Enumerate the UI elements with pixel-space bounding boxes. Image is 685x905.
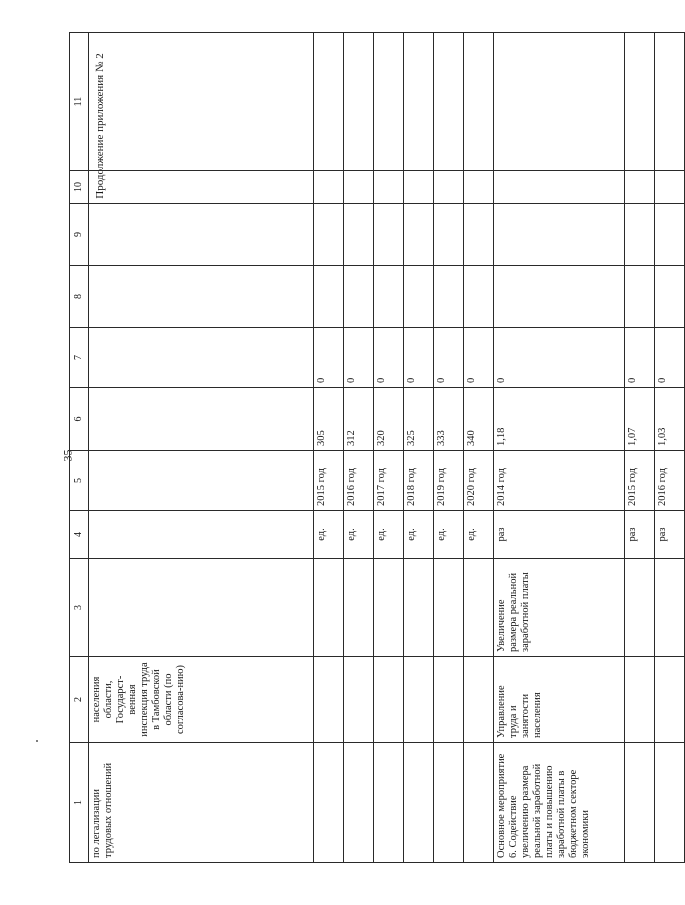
table-cell: ед.: [434, 511, 464, 559]
column-number: 4: [70, 511, 89, 559]
table-cell: [434, 171, 464, 204]
table-cell: [404, 171, 434, 204]
table-cell: 2016 год: [344, 451, 374, 511]
table-cell: 0: [625, 328, 655, 388]
table-cell: [89, 266, 314, 328]
table-cell: [464, 657, 494, 743]
table-row: [494, 33, 625, 863]
column-number: 10: [70, 171, 89, 204]
table-cell: раз: [655, 511, 685, 559]
table-cell: [89, 204, 314, 266]
table-cell: 2017 год: [374, 451, 404, 511]
table-cell: [494, 171, 625, 204]
table-cell: [625, 171, 655, 204]
table-cell: 2020 год: [464, 451, 494, 511]
table-cell: [404, 33, 434, 171]
column-number: 8: [70, 266, 89, 328]
table-cell: [434, 559, 464, 657]
table-cell: 0: [464, 328, 494, 388]
table-cell: [494, 33, 625, 171]
table-cell: [404, 266, 434, 328]
table-row: [464, 33, 494, 863]
table-cell: [374, 33, 404, 171]
table-cell: [464, 559, 494, 657]
table-cell: [625, 204, 655, 266]
table-cell: ед.: [404, 511, 434, 559]
table-cell: [89, 559, 314, 657]
table-cell: [314, 743, 344, 863]
table-cell: 312: [344, 388, 374, 451]
table-cell: [374, 559, 404, 657]
table-cell: [494, 204, 625, 266]
table-cell: 2015 год: [625, 451, 655, 511]
table-cell: [655, 33, 685, 171]
table-cell: [404, 743, 434, 863]
table-cell: [434, 657, 464, 743]
table-row: [404, 33, 434, 863]
column-number: 2: [70, 657, 89, 743]
table-cell: [655, 266, 685, 328]
column-number: 5: [70, 451, 89, 511]
table-cell: [89, 388, 314, 451]
table-cell: раз: [494, 511, 625, 559]
table-cell: [625, 657, 655, 743]
table-cell: [344, 559, 374, 657]
table-row: [625, 33, 655, 863]
table-cell: 0: [434, 328, 464, 388]
table-row: [89, 33, 314, 863]
table-cell: 1,18: [494, 388, 625, 451]
table-cell: [464, 171, 494, 204]
indicators-table: [69, 32, 685, 863]
table-cell: [625, 559, 655, 657]
table-cell: 2014 год: [494, 451, 625, 511]
table-cell: [655, 657, 685, 743]
table-cell: [655, 743, 685, 863]
table-cell: 305: [314, 388, 344, 451]
table-cell: 0: [655, 328, 685, 388]
table-cell: 0: [314, 328, 344, 388]
table-cell: 333: [434, 388, 464, 451]
table-cell: [494, 266, 625, 328]
table-cell: [374, 171, 404, 204]
table-cell: ед.: [314, 511, 344, 559]
table-cell: [434, 266, 464, 328]
table-cell: [404, 657, 434, 743]
page-number: 35: [60, 449, 75, 462]
column-number: 7: [70, 328, 89, 388]
table-cell: 2018 год: [404, 451, 434, 511]
table-row: [434, 33, 464, 863]
table-cell: [89, 171, 314, 204]
table-cell: Основное мероприятие 6. Содействие увеличению размера реальной заработной платы и повышению заработной платы в бюджетном секторе экономики: [494, 743, 625, 863]
table-cell: [344, 266, 374, 328]
table-cell: [314, 33, 344, 171]
table-cell: 1,07: [625, 388, 655, 451]
table-frame: [69, 33, 668, 863]
column-number: 3: [70, 559, 89, 657]
table-cell: [625, 33, 655, 171]
table-row: [314, 33, 344, 863]
table-cell: [89, 451, 314, 511]
table-cell: [314, 204, 344, 266]
table-row: [374, 33, 404, 863]
table-cell: ед.: [344, 511, 374, 559]
table-cell: 2019 год: [434, 451, 464, 511]
table-cell: [464, 204, 494, 266]
table-row: [344, 33, 374, 863]
appendix-continuation-note: Продолжение приложения № 2: [94, 53, 106, 199]
table-cell: ед.: [464, 511, 494, 559]
table-cell: Управление труда и занятости населения: [494, 657, 625, 743]
table-cell: [404, 559, 434, 657]
table-cell: 320: [374, 388, 404, 451]
table-cell: [374, 204, 404, 266]
table-cell: по легализации трудовых отношений: [89, 743, 314, 863]
column-number: 6: [70, 388, 89, 451]
column-number-row: [70, 33, 89, 863]
table-cell: [344, 743, 374, 863]
table-cell: [625, 266, 655, 328]
table-cell: [464, 33, 494, 171]
column-number: 11: [70, 33, 89, 171]
table-cell: [655, 171, 685, 204]
table-cell: [434, 743, 464, 863]
table-cell: [434, 33, 464, 171]
scan-speck: [36, 740, 38, 742]
column-number: 1: [70, 743, 89, 863]
table-cell: ед.: [374, 511, 404, 559]
table-cell: [344, 33, 374, 171]
table-cell: [314, 171, 344, 204]
table-cell: 0: [344, 328, 374, 388]
table-cell: населения области, Государст-венная инспекция труда в Тамбовской области (по согласова-нию): [89, 657, 314, 743]
table-cell: 2015 год: [314, 451, 344, 511]
table-cell: [314, 559, 344, 657]
table-cell: 340: [464, 388, 494, 451]
table-cell: [89, 33, 314, 171]
table-cell: [89, 511, 314, 559]
table-cell: [374, 657, 404, 743]
table-cell: [344, 657, 374, 743]
table-cell: 1,03: [655, 388, 685, 451]
table-cell: [655, 204, 685, 266]
table-cell: 325: [404, 388, 434, 451]
table-row: [655, 33, 685, 863]
column-number: 9: [70, 204, 89, 266]
rotated-table-container: [69, 33, 668, 863]
table-cell: [374, 743, 404, 863]
table-cell: [374, 266, 404, 328]
table-cell: 0: [404, 328, 434, 388]
table-cell: [344, 171, 374, 204]
table-cell: [464, 266, 494, 328]
table-cell: [434, 204, 464, 266]
table-cell: [655, 559, 685, 657]
table-cell: [625, 743, 655, 863]
table-cell: [89, 328, 314, 388]
table-cell: 2016 год: [655, 451, 685, 511]
table-cell: [404, 204, 434, 266]
table-cell: 0: [494, 328, 625, 388]
table-cell: раз: [625, 511, 655, 559]
table-cell: 0: [374, 328, 404, 388]
table-cell: [314, 657, 344, 743]
table-cell: [464, 743, 494, 863]
table-cell: Увеличение размера реальной заработной платы: [494, 559, 625, 657]
table-cell: [314, 266, 344, 328]
table-cell: [344, 204, 374, 266]
